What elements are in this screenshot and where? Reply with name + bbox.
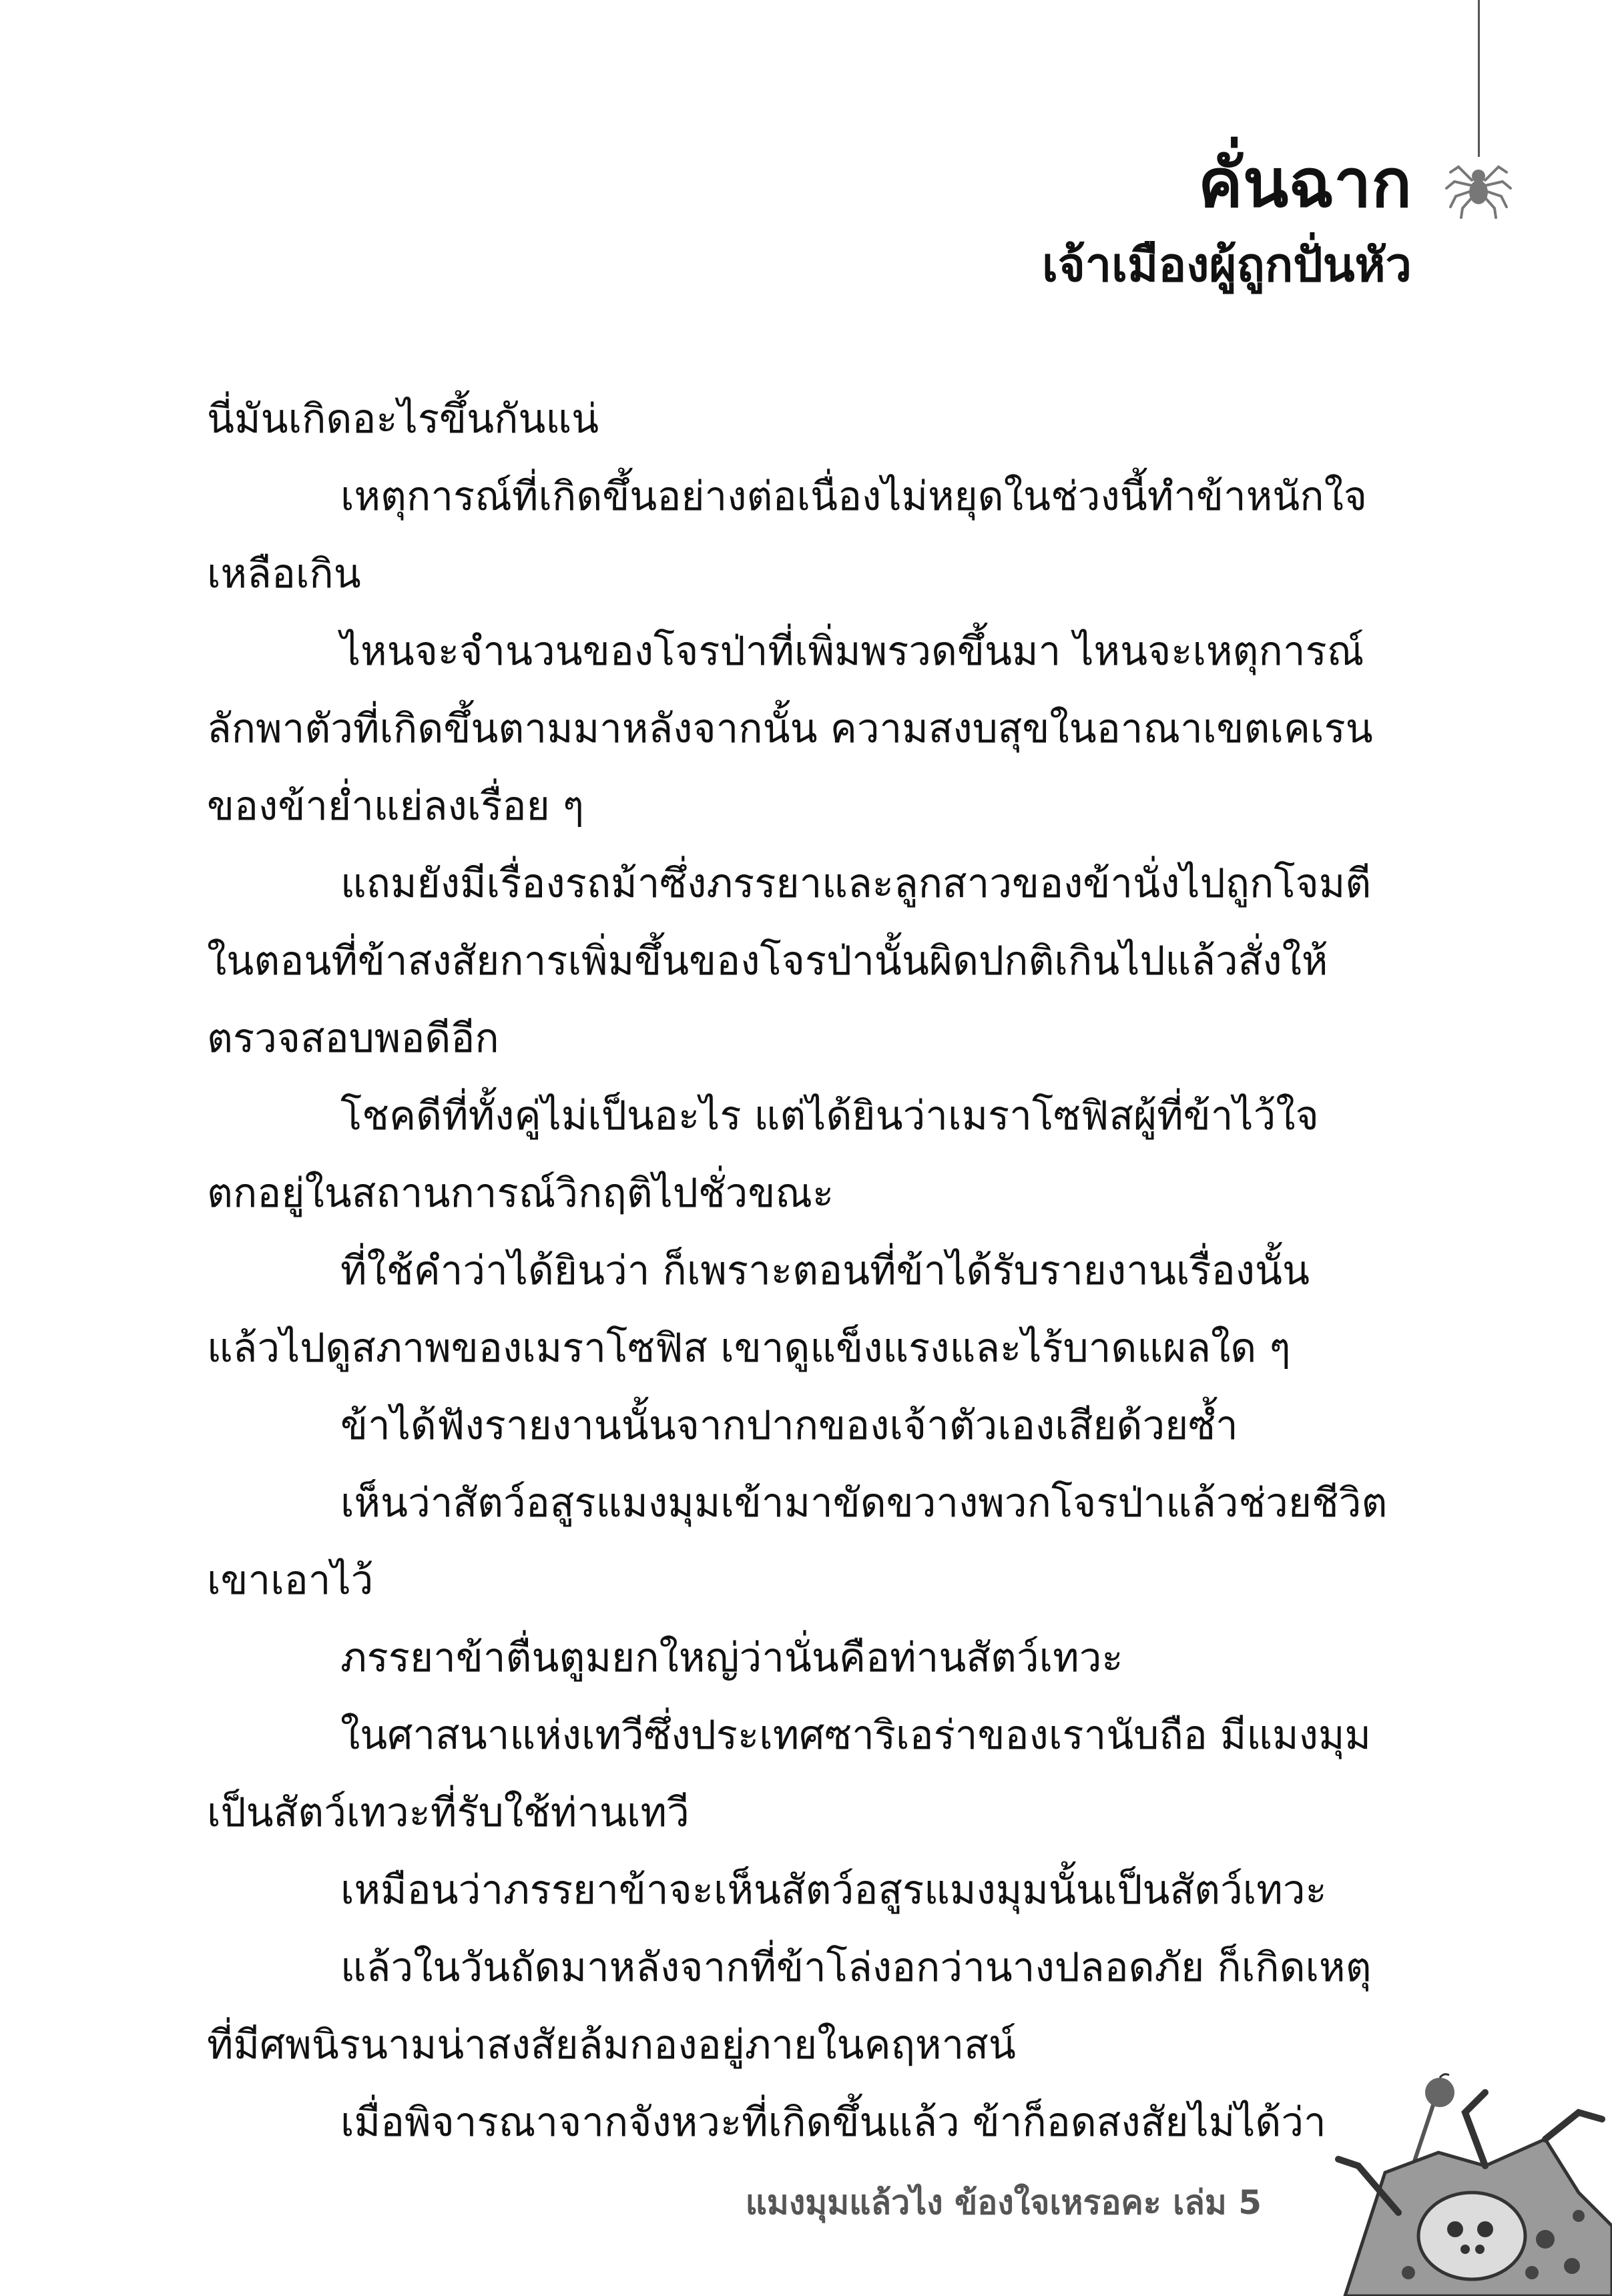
footer-book-title: แมงมุมแล้วไง ข้องใจเหรอคะ เล่ม 5	[745, 2183, 1262, 2222]
body-line: แถมยังมีเรื่องรถม้าซึ่งภรรยาและลูกสาวของข้านั่งไปถูกโจมตี	[340, 860, 1372, 907]
spider-character-illustration	[1265, 2072, 1612, 2296]
body-line: เหลือเกิน	[207, 551, 361, 597]
body-line: ข้าได้ฟังรายงานนั้นจากปากของเจ้าตัวเองเสียด้วยซ้ำ	[340, 1402, 1238, 1449]
body-line: ตรวจสอบพอดีอีก	[207, 1015, 499, 1062]
body-line: โชคดีที่ทั้งคู่ไม่เป็นอะไร แต่ได้ยินว่าเมราโซฟิสผู้ที่ข้าไว้ใจ	[340, 1093, 1319, 1139]
body-line: ตกอยู่ในสถานการณ์วิกฤติไปชั่วขณะ	[207, 1170, 834, 1217]
body-line: แล้วไปดูสภาพของเมราโซฟิส เขาดูแข็งแรงและไร้บาดแผลใด ๆ	[207, 1325, 1291, 1372]
spider-thread	[1478, 0, 1480, 157]
body-line: ที่มีศพนิรนามน่าสงสัยล้มกองอยู่ภายในคฤหาสน์	[207, 2022, 1016, 2068]
body-line: เหตุการณ์ที่เกิดขึ้นอย่างต่อเนื่องไม่หยุดในช่วงนี้ทำข้าหนักใจ	[340, 473, 1368, 520]
body-line: เห็นว่าสัตว์อสูรแมงมุมเข้ามาขัดขวางพวกโจรป่าแล้วช่วยชีวิต	[340, 1480, 1388, 1526]
body-line: แล้วในวันถัดมาหลังจากที่ข้าโล่งอกว่านางปลอดภัย ก็เกิดเหตุ	[340, 1944, 1372, 1991]
body-line: เป็นสัตว์เทวะที่รับใช้ท่านเทวี	[207, 1789, 690, 1836]
body-line: ที่ใช้คำว่าได้ยินว่า ก็เพราะตอนที่ข้าได้รับรายงานเรื่องนั้น	[340, 1247, 1310, 1294]
chapter-subtitle: เจ้าเมืองผู้ถูกปั่นหัว	[1041, 238, 1412, 292]
body-line: เขาเอาไว้	[207, 1557, 374, 1604]
body-line: ของข้าย่ำแย่ลงเรื่อย ๆ	[207, 783, 585, 830]
body-line: ในศาสนาแห่งเทวีซึ่งประเทศซาริเอร่าของเรานับถือ มีแมงมุม	[340, 1712, 1371, 1759]
body-line: ไหนจะจำนวนของโจรป่าที่เพิ่มพรวดขึ้นมา ไหนจะเหตุการณ์	[340, 628, 1364, 675]
body-line: เหมือนว่าภรรยาข้าจะเห็นสัตว์อสูรแมงมุมนั้นเป็นสัตว์เทวะ	[340, 1867, 1327, 1914]
body-line: นี่มันเกิดอะไรขึ้นกันแน่	[207, 396, 599, 443]
body-line: ภรรยาข้าตื่นตูมยกใหญ่ว่านั่นคือท่านสัตว์เทวะ	[340, 1635, 1123, 1681]
body-line: ลักพาตัวที่เกิดขึ้นตามมาหลังจากนั้น ความสงบสุขในอาณาเขตเคเรน	[207, 705, 1373, 752]
spider-icon	[1445, 147, 1512, 220]
chapter-title: คั่นฉาก	[1197, 144, 1412, 222]
body-line: เมื่อพิจารณาจากจังหวะที่เกิดขึ้นแล้ว ข้าก็อดสงสัยไม่ได้ว่า	[340, 2099, 1326, 2146]
body-text	[207, 380, 1408, 2161]
body-line: ในตอนที่ข้าสงสัยการเพิ่มขึ้นของโจรป่านั้นผิดปกติเกินไปแล้วสั่งให้	[207, 938, 1328, 984]
